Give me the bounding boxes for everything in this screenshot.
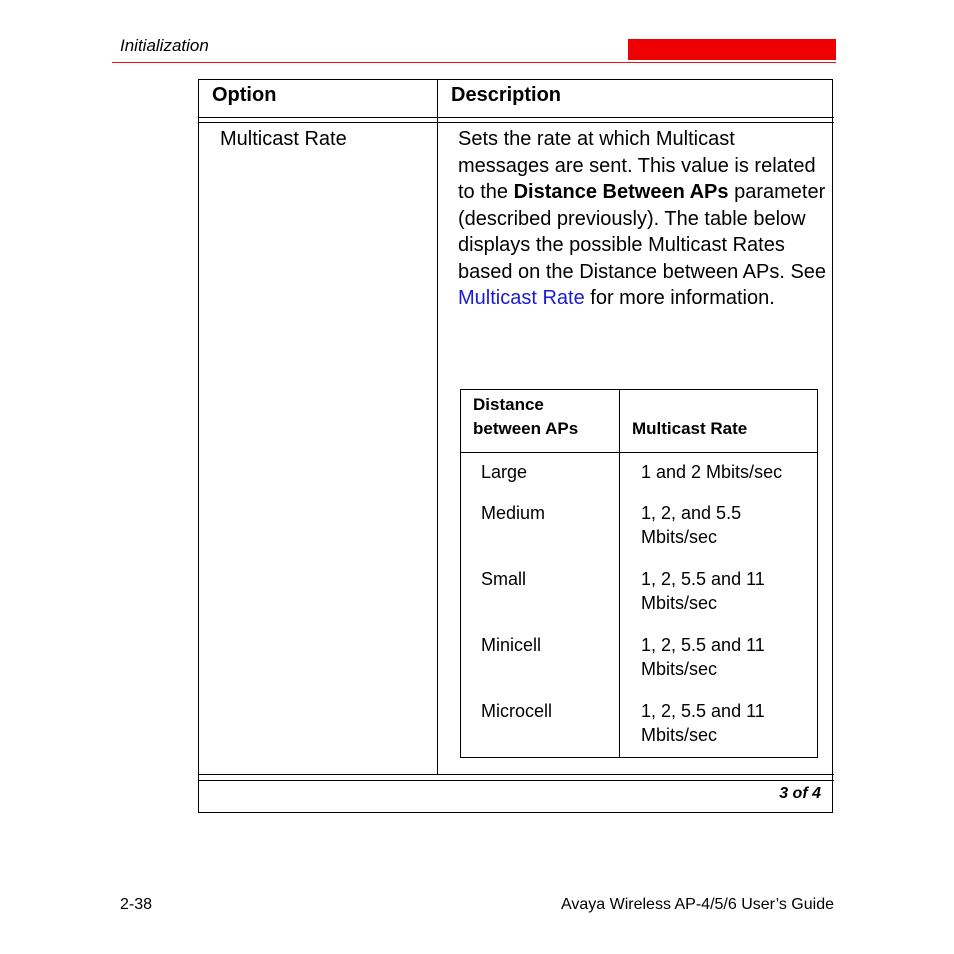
distance-cell: Small xyxy=(481,569,527,589)
option-name: Multicast Rate xyxy=(220,128,347,150)
inner-column-divider xyxy=(619,389,620,758)
rate-cell: 1, 2, and 5.5 Mbits/sec xyxy=(641,503,742,547)
page-number: 2-38 xyxy=(120,896,153,913)
distance-cell: Microcell xyxy=(481,701,553,721)
header-divider-top xyxy=(198,117,834,118)
column-divider xyxy=(437,79,438,775)
footer-divider-top xyxy=(198,774,834,775)
inner-header-distance: Distance between APs xyxy=(473,395,579,438)
bold-term: Distance Between APs xyxy=(513,181,729,203)
rate-cell: 1, 2, 5.5 and 11 Mbits/sec xyxy=(641,635,765,679)
multicast-rate-link[interactable]: Multicast Rate xyxy=(458,287,585,309)
rate-cell: 1, 2, 5.5 and 11 Mbits/sec xyxy=(641,569,765,613)
distance-cell: Medium xyxy=(481,503,546,523)
footer-divider-bottom xyxy=(198,780,834,781)
column-header-option: Option xyxy=(212,84,277,106)
rate-cell: 1 and 2 Mbits/sec xyxy=(641,462,783,482)
table-page-count: 3 of 4 xyxy=(779,785,821,802)
column-header-description: Description xyxy=(451,84,562,106)
header-rule xyxy=(112,62,836,63)
running-header-title: Initialization xyxy=(120,36,209,55)
header-accent-bar xyxy=(628,39,836,60)
distance-cell: Large xyxy=(481,462,528,482)
rate-cell: 1, 2, 5.5 and 11 Mbits/sec xyxy=(641,701,765,745)
distance-cell: Minicell xyxy=(481,635,542,655)
header-divider-bottom xyxy=(198,122,834,123)
option-description: Sets the rate at which Multicast messages are sent. This value is related to the Distance Between APs parameter (described previously). The table below displays the possible Multicast Rates based on the Distance between APs. See Multicast Rate for more information. xyxy=(458,128,827,309)
inner-header-divider xyxy=(460,452,818,453)
guide-title: Avaya Wireless AP-4/5/6 User’s Guide xyxy=(560,896,834,913)
inner-header-rate: Multicast Rate xyxy=(632,419,748,438)
